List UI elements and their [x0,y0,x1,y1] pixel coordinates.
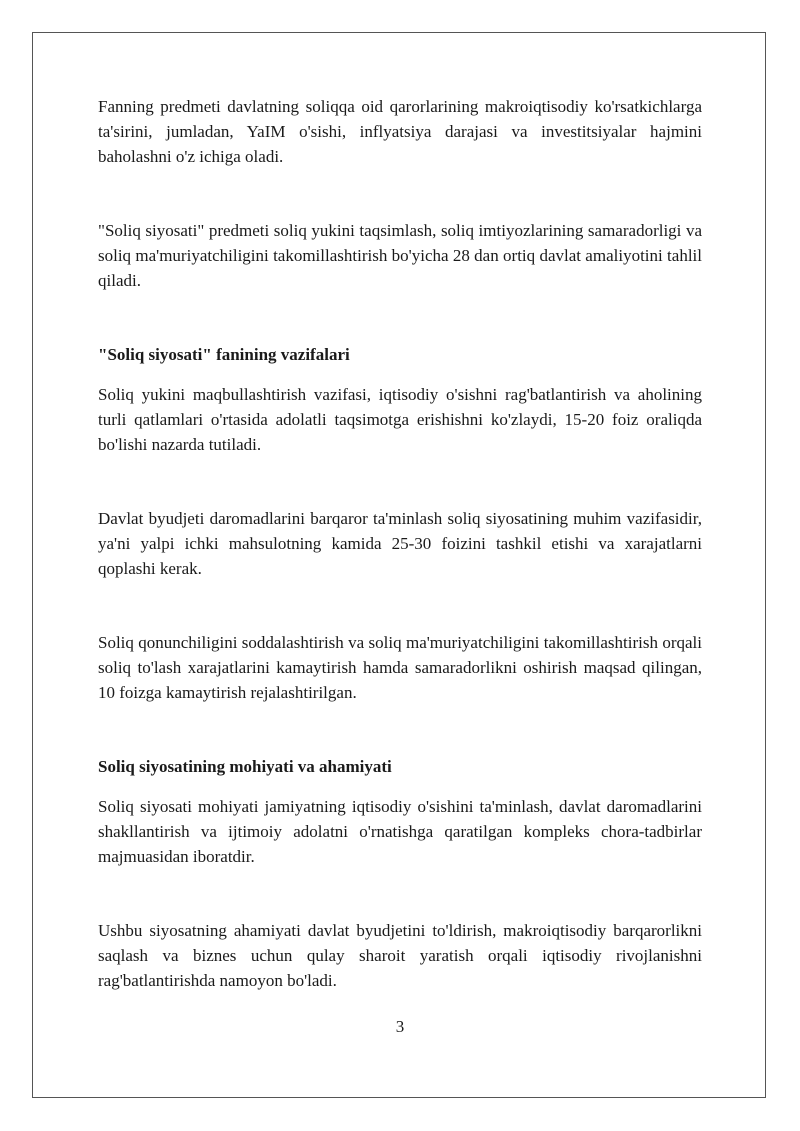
paragraph-budget-revenue: Davlat byudjeti daromadlarini barqaror ta'minlash soliq siyosatining muhim vazifasidir, ya'ni yalpi ichki mahsulotning kamida 25-30 foizini tashkil etishi va xarajatlarni qoplashi kerak. [98,509,702,578]
page-content [98,94,702,993]
paragraph-simplification: Soliq qonunchiligini soddalashtirish va soliq ma'muriyatchiligini takomillashtirish orqali soliq to'lash xarajatlarini kamaytirish hamda samaradorlikni oshirish maqsad qilingan, 10 foizga kamaytirish rejalashtirilgan. [98,633,702,702]
page-number: 3 [395,1017,405,1036]
paragraph-subject-scope: Fanning predmeti davlatning soliqqa oid qarorlarining makroiqtisodiy ko'rsatkichlarga ta'sirini, jumladan, YaIM o'sishi, inflyatsiya darajasi va investitsiyalar hajmini baholashni o'z ichiga oladi. [98,97,702,166]
paragraph-tax-burden: Soliq yukini maqbullashtirish vazifasi, iqtisodiy o'sishni rag'batlantirish va aholining turli qatlamlari o'rtasida adolatli taqsimotga erishishni ko'zlaydi, 15-20 foiz oraliqda bo'lishi nazarda tutiladi. [98,385,702,454]
paragraph-policy-essence: Soliq siyosati mohiyati jamiyatning iqtisodiy o'sishini ta'minlash, davlat daromadlarini shakllantirish va ijtimoiy adolatni o'rnatishga qaratilgan kompleks chora-tadbirlar majmuasidan iboratdir. [98,797,702,866]
paragraph-subject-analysis: "Soliq siyosati" predmeti soliq yukini taqsimlash, soliq imtiyozlarining samaradorligi va soliq ma'muriyatchiligini takomillashtirish bo'yicha 28 dan ortiq davlat amaliyotini tahlil qiladi. [98,221,702,290]
heading-essence-importance: Soliq siyosatining mohiyati va ahamiyati [98,757,392,776]
heading-course-tasks: "Soliq siyosati" fanining vazifalari [98,345,350,364]
paragraph-policy-importance: Ushbu siyosatning ahamiyati davlat byudjetini to'ldirish, makroiqtisodiy barqarorlikni saqlash va biznes uchun qulay sharoit yaratish orqali iqtisodiy rivojlanishni rag'batlantirishda namoyon bo'ladi. [98,921,702,990]
